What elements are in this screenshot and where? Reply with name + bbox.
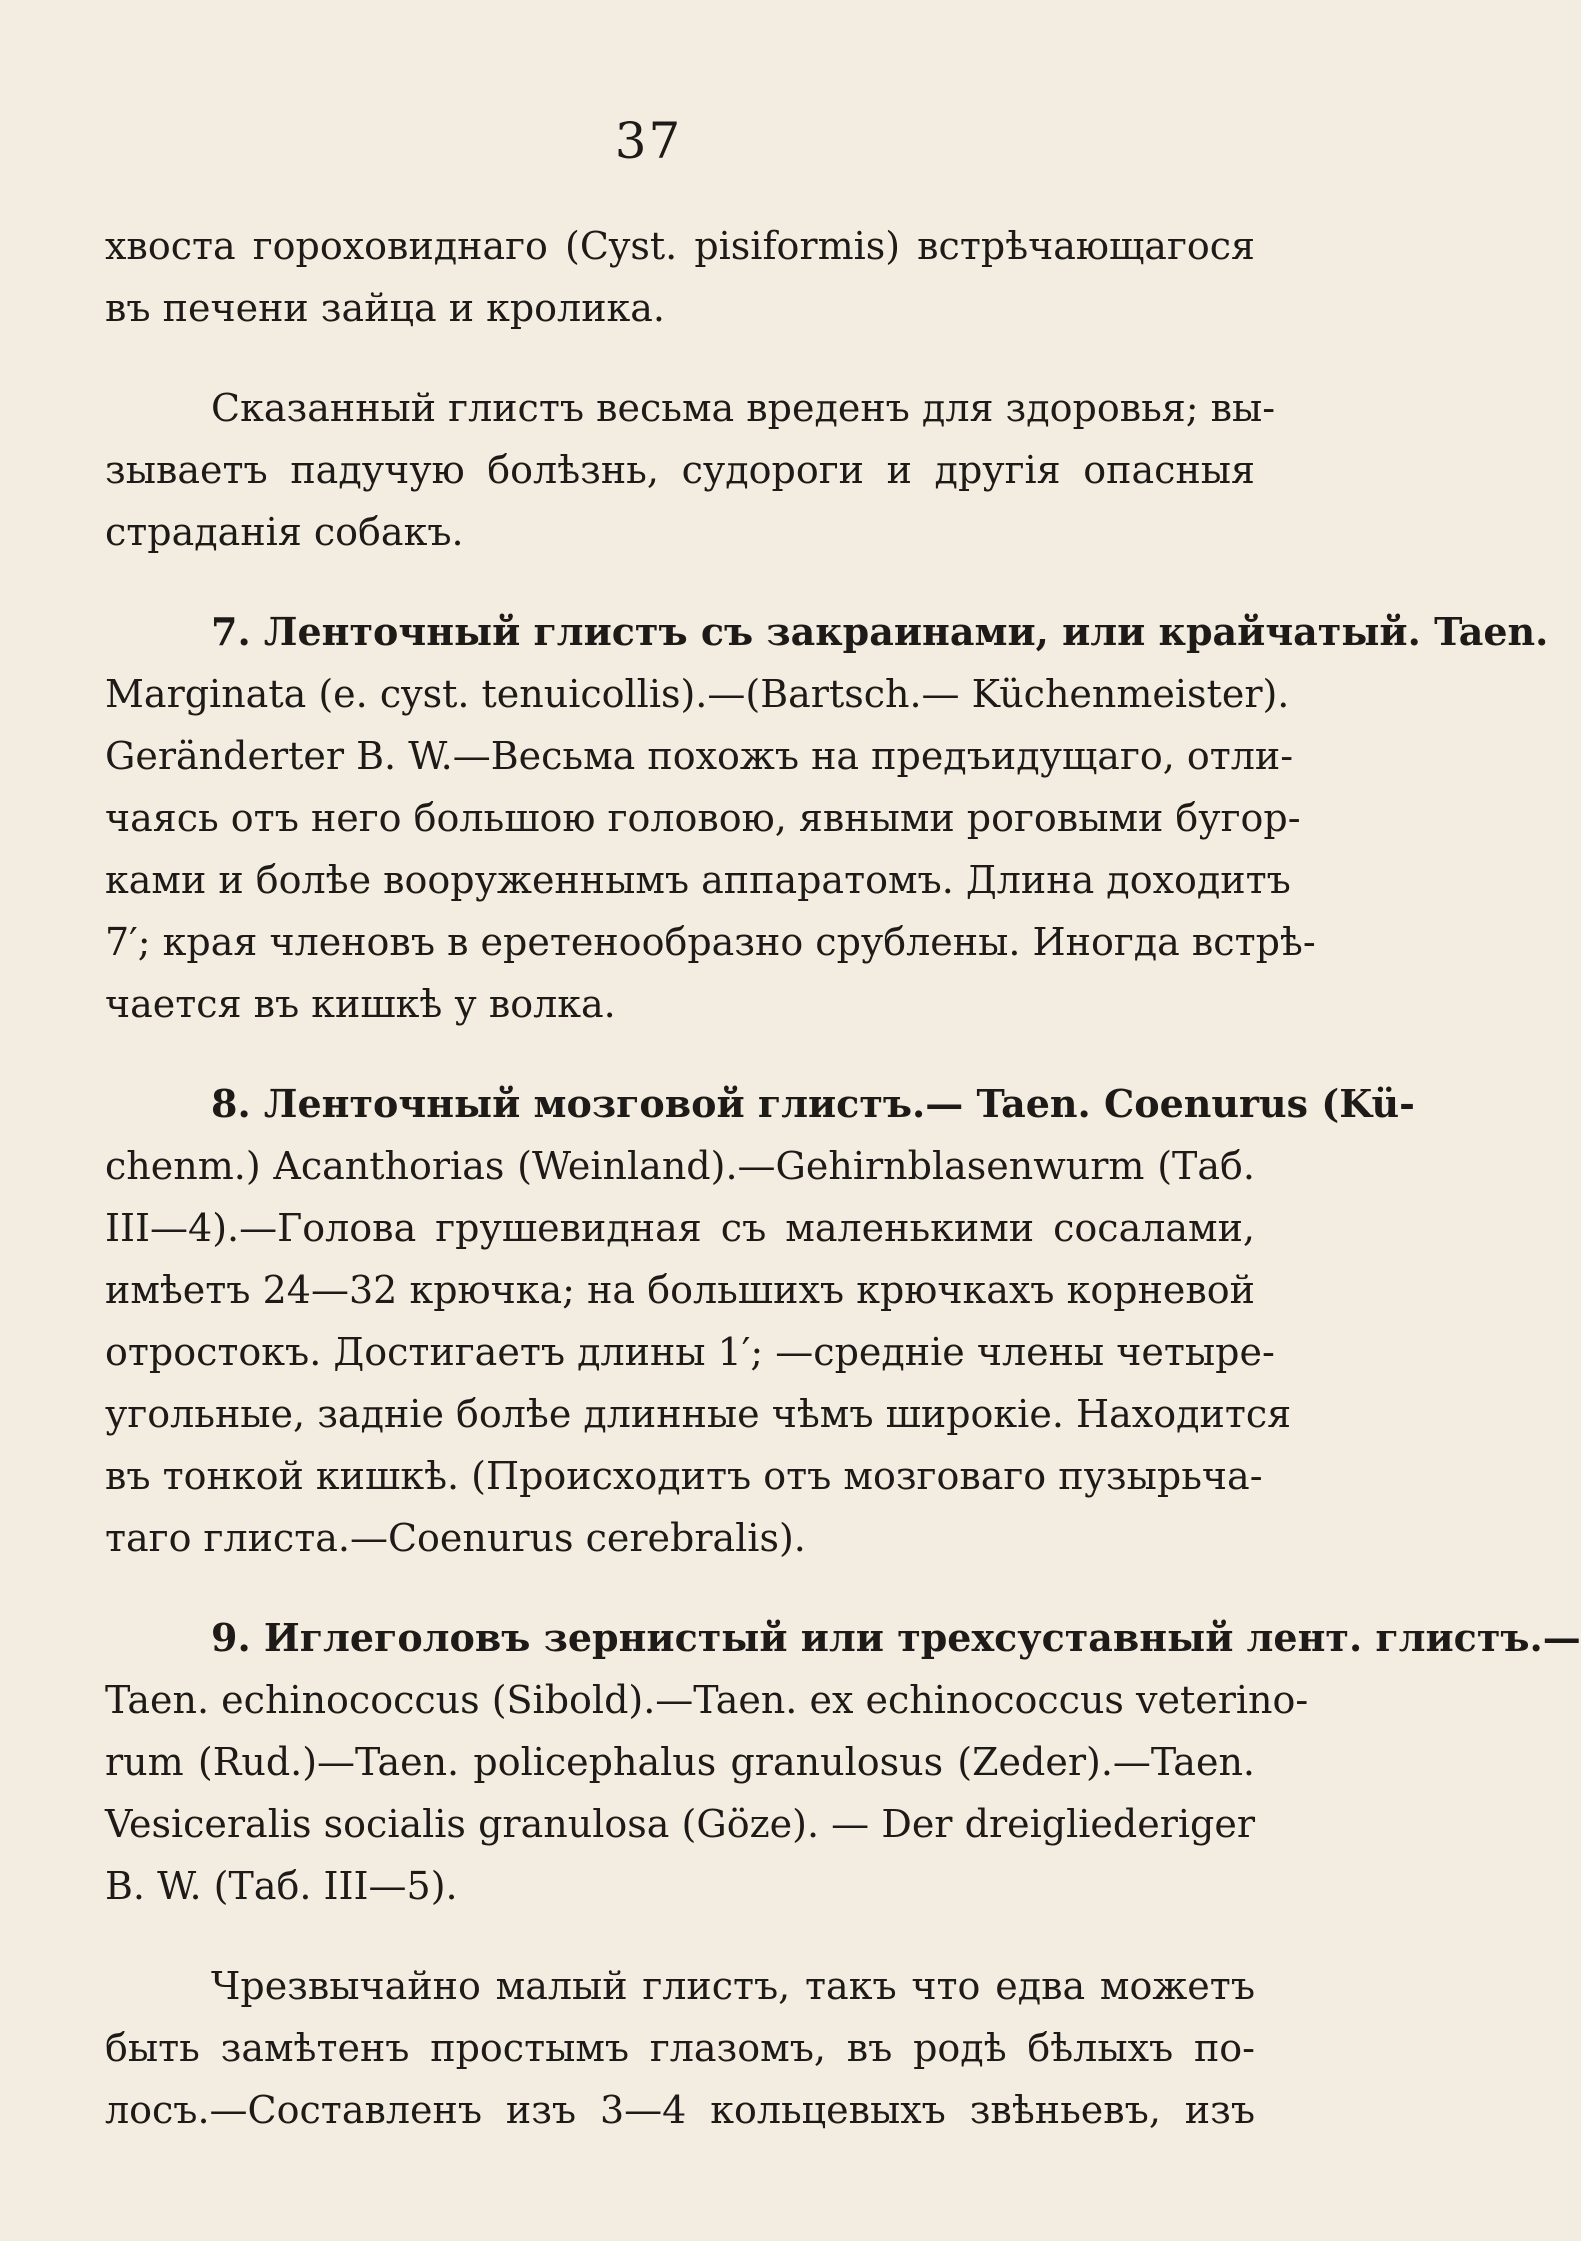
text-line: быть замѣтенъ простымъ глазомъ, въ родѣ бѣлыхъ по- xyxy=(105,2026,1255,2070)
text-line: ками и болѣе вооруженнымъ аппаратомъ. Длина доходитъ xyxy=(105,858,1291,902)
text-line: хвоста гороховиднаго (Cyst. pisiformis) встрѣчающагося xyxy=(105,224,1255,268)
text-line: III—4).—Голова грушевидная съ маленькими сосалами, xyxy=(105,1206,1255,1250)
page-number: 37 xyxy=(614,112,683,170)
text-line: Marginata (e. cyst. tenuicollis).—(Bartsch.— Küchenmeister). xyxy=(105,672,1290,716)
text-line: Сказанный глистъ весьма вреденъ для здоровья; вы- xyxy=(211,386,1276,430)
text-line: chenm.) Acanthorias (Weinland).—Gehirnblasenwurm (Таб. xyxy=(105,1144,1255,1188)
text-body xyxy=(105,215,1581,2141)
text-line: таго глиста.—Coenurus cerebralis). xyxy=(105,1516,806,1560)
text-line: 7. Ленточный глистъ съ закраинами, или крайчатый. Taen. xyxy=(211,609,1549,654)
paragraph-gap xyxy=(105,339,1255,377)
paragraph-gap xyxy=(105,1035,1255,1073)
text-line: чается въ кишкѣ у волка. xyxy=(105,982,616,1026)
text-line: отростокъ. Достигаетъ длины 1′; —средніе члены четыре- xyxy=(105,1330,1275,1374)
text-line: имѣетъ 24—32 крючка; на большихъ крючкахъ корневой xyxy=(105,1268,1255,1312)
paragraph-gap xyxy=(105,563,1255,601)
text-line: 9. Иглеголовъ зернистый или трехсуставный лент. глистъ.— xyxy=(211,1615,1581,1660)
text-line: Vesiceralis socialis granulosa (Göze). — Der dreigliederiger xyxy=(105,1802,1255,1846)
text-line: 7′; края членовъ в еретенообразно срублены. Иногда встрѣ- xyxy=(105,920,1316,964)
text-line: Taen. echinococcus (Sibold).—Taen. ex echinococcus veterino- xyxy=(105,1678,1309,1722)
text-line: лосъ.—Составленъ изъ 3—4 кольцевыхъ звѣньевъ, изъ xyxy=(105,2088,1255,2132)
paragraph-gap xyxy=(105,1917,1255,1955)
text-line: въ тонкой кишкѣ. (Происходитъ отъ мозговаго пузырьча- xyxy=(105,1454,1263,1498)
text-line: зываетъ падучую болѣзнь, судороги и другія опасныя xyxy=(105,448,1255,492)
paragraph-gap xyxy=(105,1569,1255,1607)
text-line: угольные, задніе болѣе длинные чѣмъ широкіе. Находится xyxy=(105,1392,1292,1436)
text-line: страданія собакъ. xyxy=(105,510,464,554)
text-line: 8. Ленточный мозговой глистъ.— Taen. Coenurus (Kü- xyxy=(211,1081,1415,1126)
text-line: Geränderter B. W.—Весьма похожъ на предъидущаго, отли- xyxy=(105,734,1294,778)
text-line: въ печени зайца и кролика. xyxy=(105,286,665,330)
text-line: B. W. (Таб. III—5). xyxy=(105,1864,458,1908)
text-line: Чрезвычайно малый глистъ, такъ что едва можетъ xyxy=(211,1964,1255,2008)
text-line: rum (Rud.)—Taen. policephalus granulosus (Zeder).—Taen. xyxy=(105,1740,1255,1784)
text-line: чаясь отъ него большою головою, явными роговыми бугор- xyxy=(105,796,1301,840)
